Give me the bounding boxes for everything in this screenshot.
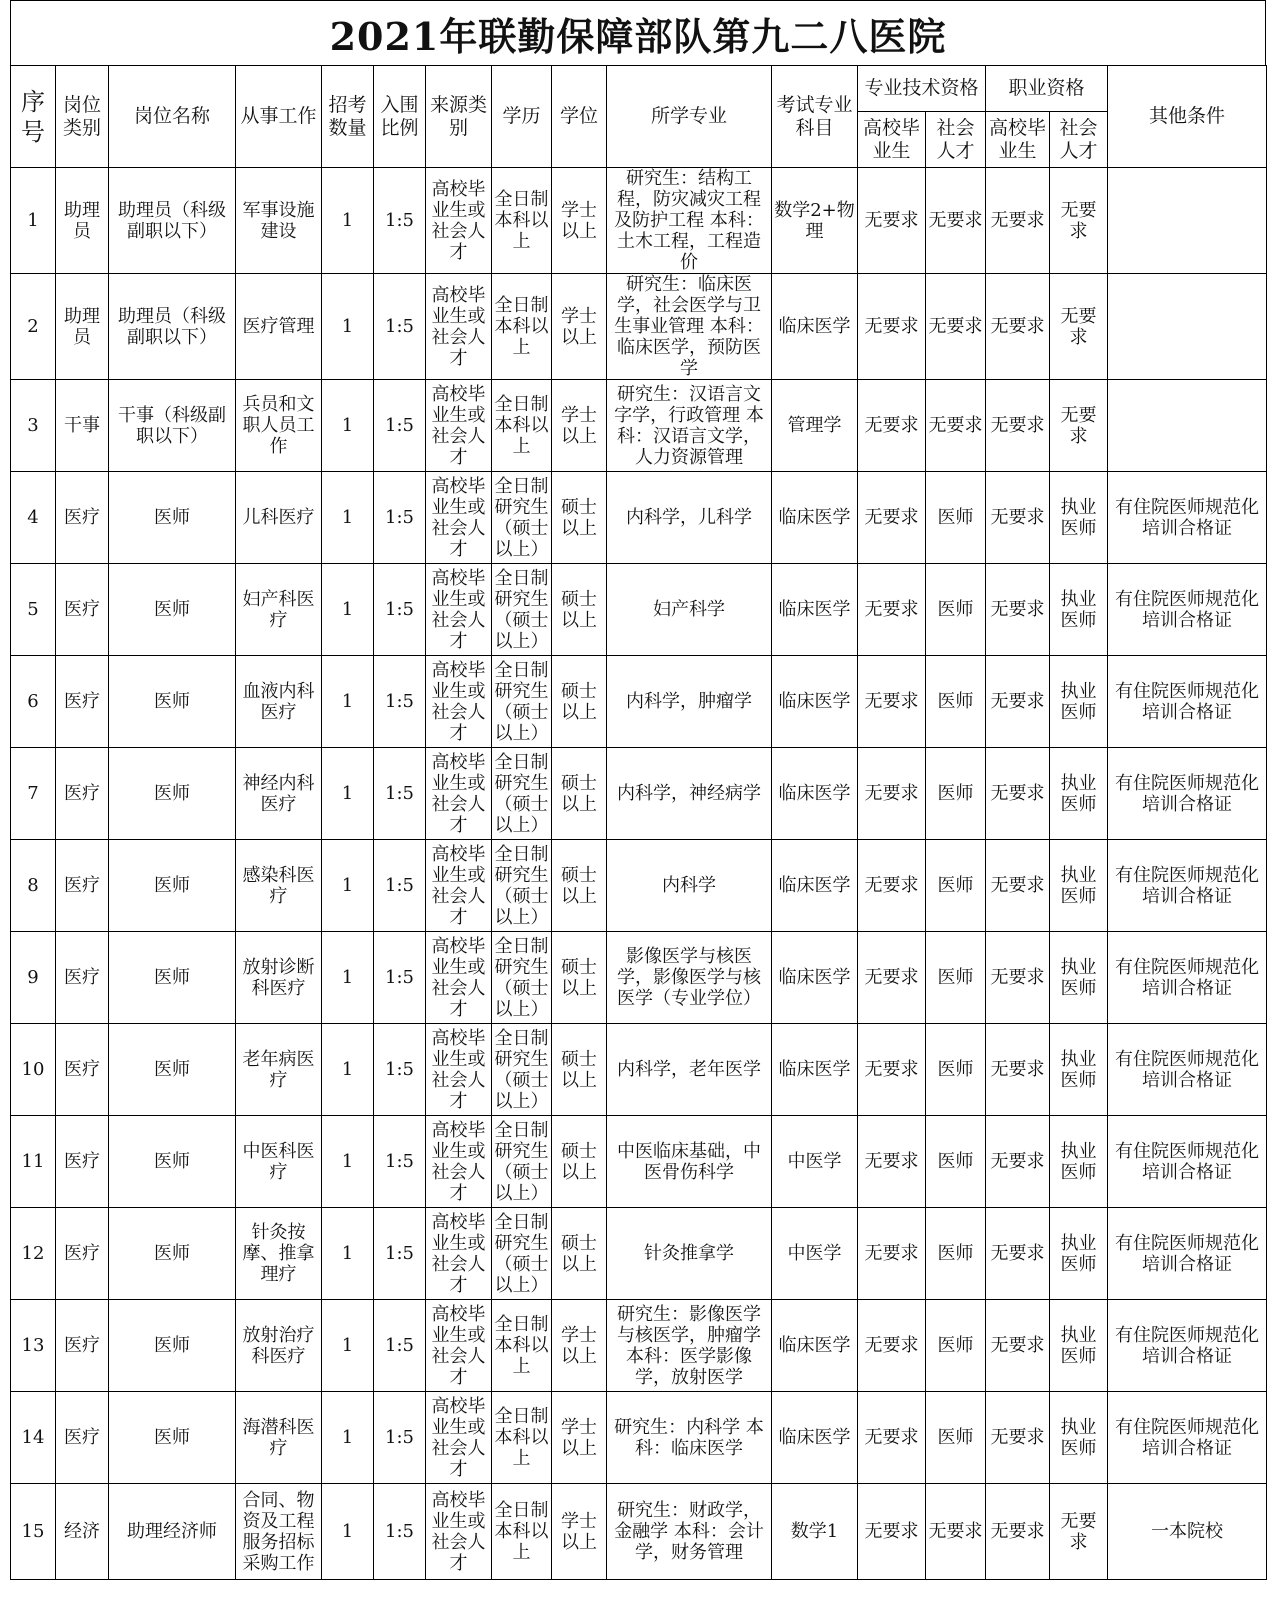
cell-job-college: 无要求 <box>986 1484 1050 1580</box>
cell-other <box>1108 380 1267 472</box>
cell-position: 医师 <box>109 840 236 932</box>
cell-job-college: 无要求 <box>986 748 1050 840</box>
cell-seq: 14 <box>11 1392 56 1484</box>
cell-education: 全日制研究生（硕士以上） <box>492 656 552 748</box>
header-source: 来源类别 <box>426 66 492 168</box>
cell-ratio: 1:5 <box>374 932 426 1024</box>
cell-quota: 1 <box>322 564 374 656</box>
cell-education: 全日制本科以上 <box>492 168 552 274</box>
cell-degree: 硕士以上 <box>552 1116 607 1208</box>
cell-category: 医疗 <box>56 1392 109 1484</box>
cell-ratio: 1:5 <box>374 748 426 840</box>
cell-seq: 3 <box>11 380 56 472</box>
cell-job-social: 无要求 <box>1050 168 1108 274</box>
cell-category: 医疗 <box>56 1300 109 1392</box>
cell-job-social: 无要求 <box>1050 1484 1108 1580</box>
cell-position: 助理员（科级副职以下） <box>109 168 236 274</box>
cell-position: 医师 <box>109 932 236 1024</box>
cell-tech-social: 医师 <box>926 1116 986 1208</box>
cell-job-social: 无要求 <box>1050 380 1108 472</box>
table-row <box>11 932 1267 1024</box>
table-row <box>11 168 1267 274</box>
cell-tech-social: 医师 <box>926 1208 986 1300</box>
cell-education: 全日制研究生（硕士以上） <box>492 1208 552 1300</box>
cell-category: 助理员 <box>56 168 109 274</box>
cell-seq: 2 <box>11 274 56 380</box>
table-row <box>11 748 1267 840</box>
cell-tech-college: 无要求 <box>858 380 926 472</box>
header-tech-qualification: 专业技术资格 <box>858 66 986 112</box>
cell-degree: 学士以上 <box>552 1300 607 1392</box>
cell-job-social: 执业医师 <box>1050 1300 1108 1392</box>
cell-source: 高校毕业生或社会人才 <box>426 656 492 748</box>
cell-work: 儿科医疗 <box>236 472 322 564</box>
positions-table <box>10 65 1267 1580</box>
cell-job-college: 无要求 <box>986 274 1050 380</box>
cell-position: 医师 <box>109 748 236 840</box>
cell-education: 全日制研究生（硕士以上） <box>492 564 552 656</box>
cell-position: 干事（科级副职以下） <box>109 380 236 472</box>
cell-other: 有住院医师规范化培训合格证 <box>1108 1300 1267 1392</box>
cell-quota: 1 <box>322 932 374 1024</box>
table-row <box>11 564 1267 656</box>
cell-tech-college: 无要求 <box>858 1300 926 1392</box>
header-other: 其他条件 <box>1108 66 1267 168</box>
cell-major: 内科学，神经病学 <box>607 748 772 840</box>
header-work: 从事工作 <box>236 66 322 168</box>
cell-category: 医疗 <box>56 1116 109 1208</box>
cell-position: 医师 <box>109 1208 236 1300</box>
cell-job-social: 执业医师 <box>1050 932 1108 1024</box>
cell-exam: 临床医学 <box>772 656 858 748</box>
page-title: 2021年联勤保障部队第九二八医院 <box>10 0 1266 65</box>
cell-seq: 4 <box>11 472 56 564</box>
cell-ratio: 1:5 <box>374 1116 426 1208</box>
cell-seq: 8 <box>11 840 56 932</box>
header-seq: 序号 <box>11 66 56 168</box>
table-row <box>11 1392 1267 1484</box>
cell-exam: 管理学 <box>772 380 858 472</box>
cell-tech-college: 无要求 <box>858 472 926 564</box>
cell-quota: 1 <box>322 1208 374 1300</box>
cell-degree: 硕士以上 <box>552 748 607 840</box>
cell-exam: 中医学 <box>772 1116 858 1208</box>
cell-position: 医师 <box>109 1392 236 1484</box>
cell-ratio: 1:5 <box>374 1484 426 1580</box>
cell-tech-social: 医师 <box>926 1392 986 1484</box>
cell-tech-social: 医师 <box>926 748 986 840</box>
header-category: 岗位类别 <box>56 66 109 168</box>
cell-other: 有住院医师规范化培训合格证 <box>1108 1208 1267 1300</box>
cell-degree: 学士以上 <box>552 274 607 380</box>
cell-tech-college: 无要求 <box>858 840 926 932</box>
cell-tech-social: 医师 <box>926 564 986 656</box>
cell-job-social: 执业医师 <box>1050 840 1108 932</box>
cell-exam: 中医学 <box>772 1208 858 1300</box>
cell-exam: 临床医学 <box>772 472 858 564</box>
table-row <box>11 840 1267 932</box>
cell-exam: 数学1 <box>772 1484 858 1580</box>
cell-major: 研究生：内科学 本科：临床医学 <box>607 1392 772 1484</box>
cell-other: 有住院医师规范化培训合格证 <box>1108 1392 1267 1484</box>
table-row <box>11 1208 1267 1300</box>
cell-category: 助理员 <box>56 274 109 380</box>
header-exam: 考试专业科目 <box>772 66 858 168</box>
cell-major: 针灸推拿学 <box>607 1208 772 1300</box>
cell-tech-college: 无要求 <box>858 1024 926 1116</box>
cell-ratio: 1:5 <box>374 274 426 380</box>
cell-work: 兵员和文职人员工作 <box>236 380 322 472</box>
cell-ratio: 1:5 <box>374 656 426 748</box>
cell-job-college: 无要求 <box>986 1116 1050 1208</box>
cell-job-college: 无要求 <box>986 1208 1050 1300</box>
cell-position: 医师 <box>109 1116 236 1208</box>
cell-other: 一本院校 <box>1108 1484 1267 1580</box>
cell-quota: 1 <box>322 1300 374 1392</box>
cell-major: 研究生：临床医学，社会医学与卫生事业管理 本科：临床医学，预防医学 <box>607 274 772 380</box>
cell-source: 高校毕业生或社会人才 <box>426 274 492 380</box>
cell-quota: 1 <box>322 1484 374 1580</box>
cell-other: 有住院医师规范化培训合格证 <box>1108 1116 1267 1208</box>
cell-job-social: 执业医师 <box>1050 1024 1108 1116</box>
cell-job-college: 无要求 <box>986 1024 1050 1116</box>
cell-position: 医师 <box>109 564 236 656</box>
cell-education: 全日制本科以上 <box>492 380 552 472</box>
cell-quota: 1 <box>322 380 374 472</box>
cell-tech-social: 无要求 <box>926 380 986 472</box>
table-row <box>11 274 1267 380</box>
cell-exam: 临床医学 <box>772 274 858 380</box>
cell-major: 妇产科学 <box>607 564 772 656</box>
cell-education: 全日制本科以上 <box>492 1392 552 1484</box>
recruitment-sheet <box>10 0 1266 1580</box>
cell-degree: 硕士以上 <box>552 1024 607 1116</box>
cell-source: 高校毕业生或社会人才 <box>426 1024 492 1116</box>
cell-position: 医师 <box>109 472 236 564</box>
cell-job-college: 无要求 <box>986 1392 1050 1484</box>
cell-work: 感染科医疗 <box>236 840 322 932</box>
cell-work: 放射治疗科医疗 <box>236 1300 322 1392</box>
cell-exam: 临床医学 <box>772 1300 858 1392</box>
cell-other: 有住院医师规范化培训合格证 <box>1108 932 1267 1024</box>
header-position: 岗位名称 <box>109 66 236 168</box>
cell-tech-college: 无要求 <box>858 1392 926 1484</box>
cell-seq: 9 <box>11 932 56 1024</box>
cell-degree: 硕士以上 <box>552 840 607 932</box>
cell-major: 研究生：结构工程，防灾减灾工程及防护工程 本科：土木工程，工程造价 <box>607 168 772 274</box>
cell-major: 内科学，老年医学 <box>607 1024 772 1116</box>
cell-ratio: 1:5 <box>374 1392 426 1484</box>
cell-exam: 临床医学 <box>772 748 858 840</box>
cell-job-social: 执业医师 <box>1050 1208 1108 1300</box>
cell-position: 助理经济师 <box>109 1484 236 1580</box>
cell-job-social: 执业医师 <box>1050 656 1108 748</box>
cell-major: 影像医学与核医学，影像医学与核医学（专业学位） <box>607 932 772 1024</box>
header-education: 学历 <box>492 66 552 168</box>
cell-exam: 临床医学 <box>772 932 858 1024</box>
cell-work: 老年病医疗 <box>236 1024 322 1116</box>
cell-other: 有住院医师规范化培训合格证 <box>1108 472 1267 564</box>
cell-position: 医师 <box>109 1300 236 1392</box>
cell-seq: 6 <box>11 656 56 748</box>
header-quota: 招考数量 <box>322 66 374 168</box>
cell-work: 妇产科医疗 <box>236 564 322 656</box>
cell-degree: 学士以上 <box>552 1484 607 1580</box>
cell-tech-college: 无要求 <box>858 564 926 656</box>
cell-tech-college: 无要求 <box>858 168 926 274</box>
cell-education: 全日制本科以上 <box>492 1484 552 1580</box>
cell-other: 有住院医师规范化培训合格证 <box>1108 1024 1267 1116</box>
table-row <box>11 1116 1267 1208</box>
header-social-talent: 社会人才 <box>926 112 986 168</box>
cell-ratio: 1:5 <box>374 1300 426 1392</box>
cell-category: 医疗 <box>56 1024 109 1116</box>
cell-exam: 临床医学 <box>772 1024 858 1116</box>
cell-other: 有住院医师规范化培训合格证 <box>1108 564 1267 656</box>
header-degree: 学位 <box>552 66 607 168</box>
cell-source: 高校毕业生或社会人才 <box>426 1484 492 1580</box>
cell-tech-social: 医师 <box>926 840 986 932</box>
cell-job-college: 无要求 <box>986 656 1050 748</box>
cell-quota: 1 <box>322 1392 374 1484</box>
cell-education: 全日制研究生（硕士以上） <box>492 472 552 564</box>
cell-category: 医疗 <box>56 1208 109 1300</box>
cell-source: 高校毕业生或社会人才 <box>426 1208 492 1300</box>
cell-job-college: 无要求 <box>986 840 1050 932</box>
cell-source: 高校毕业生或社会人才 <box>426 1116 492 1208</box>
cell-source: 高校毕业生或社会人才 <box>426 1300 492 1392</box>
cell-job-social: 执业医师 <box>1050 1116 1108 1208</box>
cell-major: 中医临床基础，中医骨伤科学 <box>607 1116 772 1208</box>
cell-education: 全日制研究生（硕士以上） <box>492 1116 552 1208</box>
cell-tech-social: 医师 <box>926 472 986 564</box>
table-row <box>11 1484 1267 1580</box>
cell-degree: 硕士以上 <box>552 932 607 1024</box>
cell-exam: 临床医学 <box>772 564 858 656</box>
cell-work: 海潜科医疗 <box>236 1392 322 1484</box>
table-row <box>11 656 1267 748</box>
cell-quota: 1 <box>322 274 374 380</box>
cell-job-social: 无要求 <box>1050 274 1108 380</box>
cell-job-college: 无要求 <box>986 168 1050 274</box>
cell-seq: 11 <box>11 1116 56 1208</box>
cell-job-college: 无要求 <box>986 472 1050 564</box>
cell-job-social: 执业医师 <box>1050 1392 1108 1484</box>
cell-seq: 5 <box>11 564 56 656</box>
cell-tech-college: 无要求 <box>858 1484 926 1580</box>
cell-job-college: 无要求 <box>986 380 1050 472</box>
cell-exam: 数学2+物理 <box>772 168 858 274</box>
cell-job-college: 无要求 <box>986 932 1050 1024</box>
cell-education: 全日制研究生（硕士以上） <box>492 748 552 840</box>
cell-source: 高校毕业生或社会人才 <box>426 472 492 564</box>
cell-tech-social: 无要求 <box>926 274 986 380</box>
cell-tech-college: 无要求 <box>858 932 926 1024</box>
cell-major: 研究生：影像医学与核医学，肿瘤学 本科：医学影像学，放射医学 <box>607 1300 772 1392</box>
cell-work: 针灸按摩、推拿理疗 <box>236 1208 322 1300</box>
cell-source: 高校毕业生或社会人才 <box>426 748 492 840</box>
cell-ratio: 1:5 <box>374 840 426 932</box>
header-college-grad-2: 高校毕业生 <box>986 112 1050 168</box>
cell-position: 医师 <box>109 656 236 748</box>
cell-major: 内科学 <box>607 840 772 932</box>
cell-tech-college: 无要求 <box>858 274 926 380</box>
cell-category: 医疗 <box>56 472 109 564</box>
cell-tech-social: 无要求 <box>926 1484 986 1580</box>
cell-tech-social: 无要求 <box>926 168 986 274</box>
cell-other: 有住院医师规范化培训合格证 <box>1108 840 1267 932</box>
cell-quota: 1 <box>322 748 374 840</box>
cell-seq: 10 <box>11 1024 56 1116</box>
cell-education: 全日制本科以上 <box>492 274 552 380</box>
cell-degree: 硕士以上 <box>552 472 607 564</box>
cell-other: 有住院医师规范化培训合格证 <box>1108 656 1267 748</box>
cell-position: 医师 <box>109 1024 236 1116</box>
cell-category: 医疗 <box>56 932 109 1024</box>
cell-tech-college: 无要求 <box>858 1116 926 1208</box>
cell-quota: 1 <box>322 840 374 932</box>
cell-job-college: 无要求 <box>986 564 1050 656</box>
cell-major: 内科学，儿科学 <box>607 472 772 564</box>
cell-ratio: 1:5 <box>374 472 426 564</box>
header-major: 所学专业 <box>607 66 772 168</box>
cell-quota: 1 <box>322 168 374 274</box>
cell-category: 医疗 <box>56 656 109 748</box>
cell-quota: 1 <box>322 472 374 564</box>
cell-tech-social: 医师 <box>926 656 986 748</box>
cell-quota: 1 <box>322 1116 374 1208</box>
cell-tech-social: 医师 <box>926 1024 986 1116</box>
header-ratio: 入围比例 <box>374 66 426 168</box>
cell-degree: 学士以上 <box>552 168 607 274</box>
cell-other: 有住院医师规范化培训合格证 <box>1108 748 1267 840</box>
cell-work: 军事设施建设 <box>236 168 322 274</box>
cell-job-college: 无要求 <box>986 1300 1050 1392</box>
cell-source: 高校毕业生或社会人才 <box>426 1392 492 1484</box>
cell-other <box>1108 274 1267 380</box>
cell-major: 研究生：财政学，金融学 本科：会计学，财务管理 <box>607 1484 772 1580</box>
cell-job-social: 执业医师 <box>1050 564 1108 656</box>
header-job-qualification: 职业资格 <box>986 66 1108 112</box>
cell-seq: 12 <box>11 1208 56 1300</box>
cell-source: 高校毕业生或社会人才 <box>426 564 492 656</box>
cell-ratio: 1:5 <box>374 1024 426 1116</box>
cell-major: 研究生：汉语言文字学，行政管理 本科：汉语言文学，人力资源管理 <box>607 380 772 472</box>
cell-tech-social: 医师 <box>926 932 986 1024</box>
cell-tech-college: 无要求 <box>858 748 926 840</box>
header-social-talent-2: 社会人才 <box>1050 112 1108 168</box>
table-row <box>11 472 1267 564</box>
cell-degree: 硕士以上 <box>552 564 607 656</box>
cell-job-social: 执业医师 <box>1050 748 1108 840</box>
cell-work: 放射诊断科医疗 <box>236 932 322 1024</box>
cell-work: 中医科医疗 <box>236 1116 322 1208</box>
table-row <box>11 1300 1267 1392</box>
cell-degree: 学士以上 <box>552 380 607 472</box>
cell-exam: 临床医学 <box>772 840 858 932</box>
cell-source: 高校毕业生或社会人才 <box>426 380 492 472</box>
cell-other <box>1108 168 1267 274</box>
cell-work: 血液内科医疗 <box>236 656 322 748</box>
header-college-grad: 高校毕业生 <box>858 112 926 168</box>
cell-degree: 学士以上 <box>552 1392 607 1484</box>
cell-seq: 1 <box>11 168 56 274</box>
cell-work: 医疗管理 <box>236 274 322 380</box>
cell-education: 全日制研究生（硕士以上） <box>492 840 552 932</box>
cell-category: 经济 <box>56 1484 109 1580</box>
cell-ratio: 1:5 <box>374 564 426 656</box>
cell-education: 全日制本科以上 <box>492 1300 552 1392</box>
cell-quota: 1 <box>322 656 374 748</box>
cell-major: 内科学，肿瘤学 <box>607 656 772 748</box>
cell-source: 高校毕业生或社会人才 <box>426 840 492 932</box>
cell-source: 高校毕业生或社会人才 <box>426 168 492 274</box>
cell-tech-college: 无要求 <box>858 656 926 748</box>
cell-degree: 硕士以上 <box>552 1208 607 1300</box>
cell-source: 高校毕业生或社会人才 <box>426 932 492 1024</box>
cell-category: 医疗 <box>56 564 109 656</box>
cell-education: 全日制研究生（硕士以上） <box>492 932 552 1024</box>
cell-job-social: 执业医师 <box>1050 472 1108 564</box>
cell-category: 医疗 <box>56 840 109 932</box>
cell-category: 医疗 <box>56 748 109 840</box>
cell-tech-college: 无要求 <box>858 1208 926 1300</box>
cell-work: 合同、物资及工程服务招标采购工作 <box>236 1484 322 1580</box>
cell-category: 干事 <box>56 380 109 472</box>
cell-seq: 13 <box>11 1300 56 1392</box>
cell-quota: 1 <box>322 1024 374 1116</box>
cell-ratio: 1:5 <box>374 1208 426 1300</box>
cell-ratio: 1:5 <box>374 380 426 472</box>
cell-degree: 硕士以上 <box>552 656 607 748</box>
table-row <box>11 1024 1267 1116</box>
cell-position: 助理员（科级副职以下） <box>109 274 236 380</box>
cell-exam: 临床医学 <box>772 1392 858 1484</box>
cell-seq: 7 <box>11 748 56 840</box>
cell-tech-social: 医师 <box>926 1300 986 1392</box>
cell-ratio: 1:5 <box>374 168 426 274</box>
table-row <box>11 380 1267 472</box>
cell-education: 全日制研究生（硕士以上） <box>492 1024 552 1116</box>
cell-work: 神经内科医疗 <box>236 748 322 840</box>
cell-seq: 15 <box>11 1484 56 1580</box>
